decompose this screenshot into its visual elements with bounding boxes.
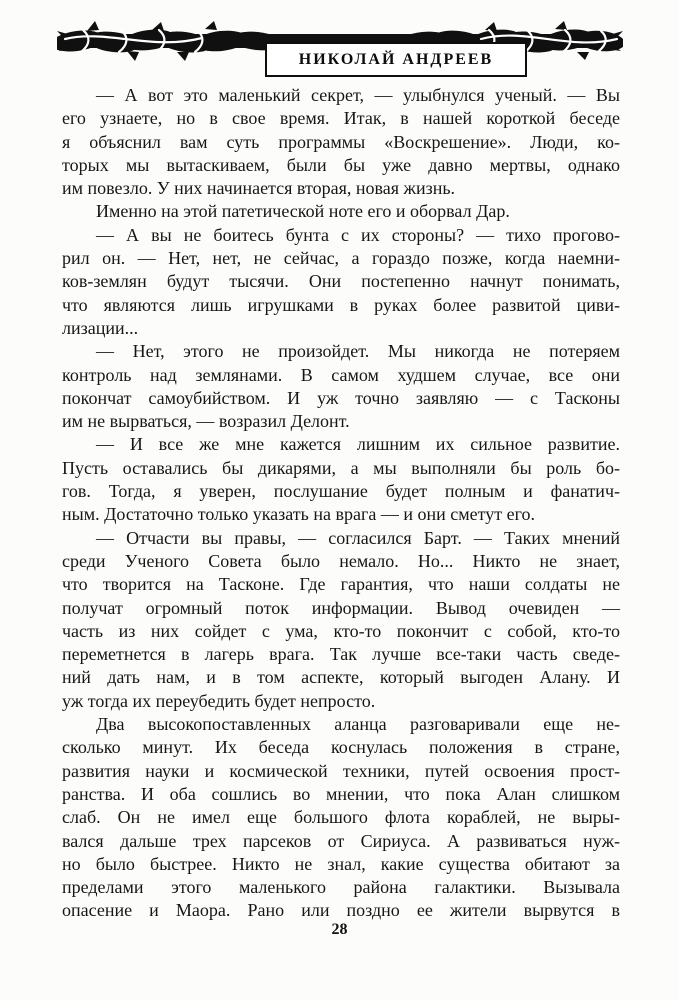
author-name: НИКОЛАЙ АНДРЕЕВ xyxy=(298,50,494,68)
text-line: но было быстрее. Никто не знал, какие существа обитают за xyxy=(62,853,620,874)
text-line: я объяснил вам суть программы «Воскрешение». Люди, ко- xyxy=(62,131,620,152)
paragraph xyxy=(62,340,620,433)
text-line: — А вы не боитесь бунта с их стороны? — тихо прогово- xyxy=(96,224,620,245)
text-line: им повезло. У них начинается вторая, новая жизнь. xyxy=(62,178,456,199)
text-line: переметнется в лагерь врага. Так лучше все-таки часть сведе- xyxy=(62,644,620,665)
page-number: 28 xyxy=(331,921,348,938)
text-line: часть из них сойдет с ума, кто-то покончит с собой, кто-то xyxy=(62,620,620,641)
text-line: покончат самоубийством. И уж точно заявляю — с Тасконы xyxy=(62,387,620,408)
text-line: ков-землян будут тысячи. Они постепенно начнут понимать, xyxy=(62,271,620,292)
text-line: уж тогда их переубедить будет непросто. xyxy=(62,690,376,711)
text-line: — Нет, этого не произойдет. Мы никогда не потеряем xyxy=(96,341,620,362)
text-line: что являются лишь игрушками в руках более развитой циви- xyxy=(62,294,620,315)
text-line: ранства. И оба сошлись во мнении, что пока Алан слишком xyxy=(62,783,620,804)
text-line: что творится на Тасконе. Где гарантия, что наши солдаты не xyxy=(62,574,620,595)
text-line: лизации... xyxy=(62,317,139,338)
text-line: Пусть оставались бы дикарями, а мы выполняли бы роль бо- xyxy=(62,457,620,478)
text-line: торых мы вытаскиваем, были бы уже давно мертвы, однако xyxy=(62,154,620,175)
text-line: контроль над землянами. В самом худшем случае, все они xyxy=(62,364,620,385)
text-line: им не вырваться, — возразил Делонт. xyxy=(62,411,350,432)
author-plate xyxy=(265,42,527,77)
body-text xyxy=(62,84,620,923)
text-line: ным. Достаточно только указать на врага — и они сметут его. xyxy=(62,504,536,525)
text-line: сколько минут. Их беседа коснулась положения в стране, xyxy=(62,737,620,758)
paragraph xyxy=(62,84,620,200)
text-line: его узнаете, но в свое время. Итак, в нашей короткой беседе xyxy=(62,108,620,129)
text-line: — Отчасти вы правы, — согласился Барт. — Таких мнений xyxy=(96,527,620,548)
paragraph xyxy=(62,224,620,340)
text-line: — А вот это маленький секрет, — улыбнулся ученый. — Вы xyxy=(96,85,620,105)
paragraph xyxy=(62,527,620,713)
text-line: рил он. — Нет, нет, не сейчас, а гораздо позже, когда наемни- xyxy=(62,248,620,269)
text-line: слаб. Он не имел еще большого флота кораблей, не выры- xyxy=(62,807,620,828)
text-line: получат огромный поток информации. Вывод очевиден — xyxy=(62,597,620,618)
text-line: Именно на этой патетической ноте его и оборвал Дар. xyxy=(96,201,510,222)
text-line: пределами этого маленького района галактики. Вызывала xyxy=(62,877,620,898)
text-line: развития науки и космической техники, путей освоения прост- xyxy=(62,760,620,781)
page-header xyxy=(57,17,623,68)
text-line: гов. Тогда, я уверен, послушание будет полным и фанатич- xyxy=(62,481,620,502)
paragraph xyxy=(62,200,620,223)
text-line: — И все же мне кажется лишним их сильное развитие. xyxy=(96,434,620,455)
text-line: Два высокопоставленных аланца разговаривали еще не- xyxy=(96,714,620,735)
paragraph xyxy=(62,433,620,526)
text-line: ний дать нам, и в том аспекте, который выгоден Алану. И xyxy=(62,667,620,688)
text-line: опасение и Маора. Рано или поздно ее жители вырвутся в xyxy=(62,900,620,921)
text-line: вался дальше трех парсеков от Сириуса. А развиваться нуж- xyxy=(62,830,620,851)
paragraph xyxy=(62,713,620,923)
text-line: среди Ученого Совета было немало. Но... Никто не знает, xyxy=(62,550,620,571)
